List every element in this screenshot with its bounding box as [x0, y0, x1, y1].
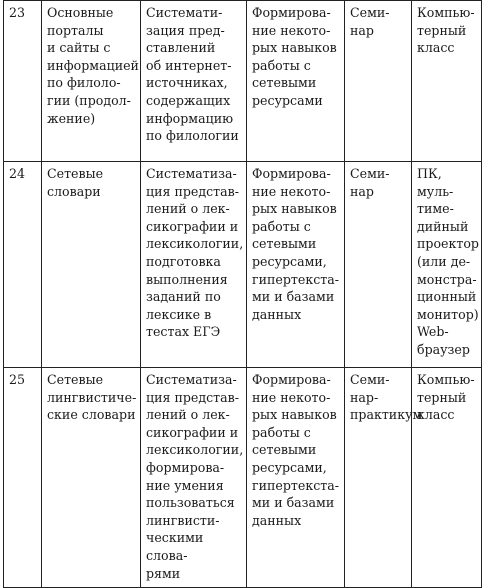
lesson-skills: Формирова- ние некото- рых навыков работы с сетевыми ресурсами, гипертекста- ми и базами данных: [247, 368, 345, 588]
lesson-topic: Сетевые словари: [42, 162, 141, 368]
lesson-form: Семи- нар: [345, 1, 412, 162]
table-row: [4, 162, 482, 368]
lesson-equipment: Компью- терный класс: [412, 1, 482, 162]
lesson-equipment: Компью- терный класс: [412, 368, 482, 588]
lesson-plan-table: [3, 0, 482, 588]
lesson-number: 24: [4, 162, 42, 368]
lesson-topic: Основные порталы и сайты с информацией по филоло- гии (продол- жение): [42, 1, 141, 162]
lesson-skills: Формирова- ние некото- рых навыков работы с сетевыми ресурсами: [247, 1, 345, 162]
lesson-goal: Системати- зация пред- ставлений об интернет- источниках, содержащих информацию по филологии: [141, 1, 247, 162]
lesson-goal: Систематиза- ция представ- лений о лек- сикографии и лексикологии, подготовка выполнения заданий по лексике в тестах ЕГЭ: [141, 162, 247, 368]
table-row: [4, 1, 482, 162]
lesson-goal: Систематиза- ция представ- лений о лек- сикографии и лексикологии, формирова- ние умения пользоваться лингвисти- ческими слова- рями: [141, 368, 247, 588]
lesson-form: Семи- нар- практикум: [345, 368, 412, 588]
lesson-skills: Формирова- ние некото- рых навыков работы с сетевыми ресурсами, гипертекста- ми и базами данных: [247, 162, 345, 368]
lesson-number: 25: [4, 368, 42, 588]
lesson-form: Семи- нар: [345, 162, 412, 368]
table-row: [4, 368, 482, 588]
lesson-equipment: ПК, муль- тиме- дийный проектор (или де- монстра- ционный монитор) Web- браузер: [412, 162, 482, 368]
lesson-topic: Сетевые лингвистиче- ские словари: [42, 368, 141, 588]
lesson-number: 23: [4, 1, 42, 162]
